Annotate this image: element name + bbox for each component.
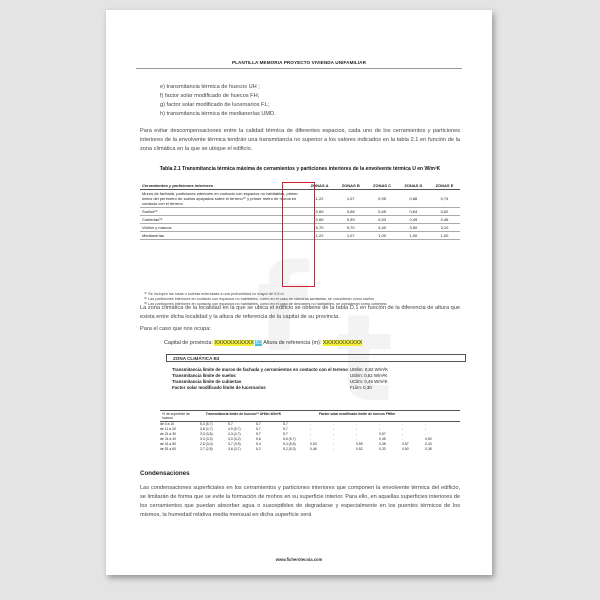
- table-cell: -: [310, 432, 312, 436]
- table-cell: 0,38: [379, 442, 386, 446]
- table-cell: Cubiertas⁽³⁾: [140, 216, 304, 224]
- table-cell: 0,53: [366, 216, 397, 224]
- table-cell: 5,7: [256, 427, 261, 431]
- table-cell: 4,40: [366, 224, 397, 232]
- table-cell: -: [310, 427, 312, 431]
- section-title: Condensaciones: [140, 470, 190, 477]
- table-cell: -: [356, 422, 358, 426]
- huecos-header-cell: Factor solar modificado límite de huecos FHlim: [318, 412, 396, 416]
- table-cell: 0,69: [304, 208, 335, 216]
- table-cell: 0,46: [429, 216, 460, 224]
- table-cell: 5,4: [256, 442, 261, 446]
- table-cell: 0,49: [398, 216, 429, 224]
- table-cell: 0,33: [379, 447, 386, 451]
- table-cell: -: [333, 432, 335, 436]
- table-cell: -: [310, 422, 312, 426]
- list-item: h) transmitancia térmica de medianerías UMD.: [160, 111, 276, 117]
- table-cell: 5,7: [283, 427, 288, 431]
- table-cell: 0,64: [398, 208, 429, 216]
- table-cell: 5,70: [304, 224, 335, 232]
- document-page: [106, 10, 492, 575]
- table-cell: -: [356, 427, 358, 431]
- table-cell: 5,4 (5,5): [283, 442, 296, 446]
- zone-item: Factor solar modificado límite de lucernarios: [172, 385, 266, 390]
- table-cell: 0,50: [402, 447, 409, 451]
- table-cell: 0,59: [335, 216, 366, 224]
- table-cell: 0,50: [425, 437, 432, 441]
- zone-value: B3: [255, 340, 262, 346]
- table-cell: 5,2: [256, 447, 261, 451]
- paragraph: La zona climática de la localidad en la que se ubica el edificio se obtiene de la tabla D.1 en función de la diferencia de altura que exista entre dicha localidad y la altura de referencia de la capital de su provincia.: [140, 305, 460, 320]
- note: ⁽³⁾ Las particiones interiores en contacto con espacios no habitables, como en el caso de desvanes no habitables, se consideran como cubiertas: [144, 302, 387, 306]
- table-cell: 0,57: [402, 442, 409, 446]
- table-cell: 1,00: [398, 232, 429, 240]
- table-cell: 0,43: [425, 442, 432, 446]
- note: ⁽¹⁾ Se incluyen las losas o soleras enterradas a una profundidad no mayor de 0,5 m: [144, 292, 284, 296]
- table-cell: 0,62: [429, 208, 460, 216]
- table-cell: 0,46: [310, 447, 317, 451]
- table-cell: 0,74: [429, 190, 460, 208]
- table-header-cell: Cerramientos y particiones interiores: [140, 182, 304, 190]
- table-cell: 3,10: [429, 224, 460, 232]
- huecos-header-cell: % de superficie de huecos: [162, 412, 190, 420]
- table-cell: 0,38: [425, 447, 432, 451]
- table-header-cell: ZONAS D: [398, 182, 429, 190]
- note: ⁽²⁾ Las particiones interiores en contacto con espacios no habitables, como en el caso de cámaras sanitarias, se consideran como suelos: [144, 297, 375, 301]
- table-cell: Vidrios y marcos: [140, 224, 304, 232]
- altitude-label: Altura de referencia (m):: [263, 340, 322, 346]
- table-header-cell: ZONAS B: [335, 182, 366, 190]
- table-cell: de 41 a 50: [160, 442, 177, 446]
- table-cell: 5,7: [228, 422, 233, 426]
- table-cell: 1,00: [429, 232, 460, 240]
- table-title: Tabla 2.1 Transmitancia térmica máxima de cerramientos y particiones interiores de la envolvente térmica U en W/m²K: [159, 166, 441, 172]
- capital-label: Capital de provincia:: [164, 340, 213, 346]
- zone-item: Transmitancia límite de muros de fachada y cerramientos en contacto con el terreno: [172, 367, 348, 372]
- table-cell: 1,22: [304, 232, 335, 240]
- table-cell: 3,7 (3,9): [228, 442, 241, 446]
- table-cell: -: [425, 432, 427, 436]
- table-cell: -: [379, 422, 381, 426]
- table-cell: -: [333, 442, 335, 446]
- zone-item: Transmitancia límite de cubiertas: [172, 379, 242, 384]
- page-footer: www.ficherotecnia.com: [275, 557, 323, 562]
- table-cell: 0,68: [335, 208, 366, 216]
- table-cell: 5,6: [256, 437, 261, 441]
- zone-value: FLlim: 0,30: [350, 385, 372, 390]
- table-cell: -: [425, 427, 427, 431]
- table-header-cell: ZONAS C: [366, 182, 397, 190]
- table-cell: -: [402, 422, 404, 426]
- table-cell: -: [402, 427, 404, 431]
- table-cell: 5,7: [283, 432, 288, 436]
- table-header-cell: ZONAS E: [429, 182, 460, 190]
- zone-value: UMlim: 0,82 W/m²K: [350, 367, 389, 372]
- table-cell: de 11 a 20: [160, 427, 176, 431]
- table-cell: 0,86: [398, 190, 429, 208]
- paragraph: Para el caso que nos ocupa:: [140, 326, 211, 332]
- table-cell: 5,6 (5,7): [283, 437, 296, 441]
- huecos-table-header: [160, 410, 460, 422]
- table-cell: -: [333, 427, 335, 431]
- table-cell: de 21 a 30: [160, 432, 177, 436]
- huecos-table: [160, 410, 460, 452]
- page-header: PLANTILLA MEMORIA PROYECTO VIVIENDA UNIFAMILIAR: [231, 60, 366, 65]
- table-cell: 2,8 (3,0): [200, 442, 213, 446]
- zone-value: USlim: 0,52 W/m²K: [350, 373, 388, 378]
- header-rule: [136, 68, 462, 69]
- table-cell: 0,57: [379, 432, 386, 436]
- table-cell: 4,3 (4,7): [228, 432, 241, 436]
- table-row: [160, 447, 460, 452]
- table-cell: 3,6 (3,7): [228, 447, 241, 451]
- table-cell: -: [402, 432, 404, 436]
- table-cell: 4,9 (5,7): [228, 427, 241, 431]
- table-cell: 5,70: [335, 224, 366, 232]
- table-cell: 1,00: [366, 232, 397, 240]
- table-cell: -: [333, 437, 335, 441]
- table-cell: 5,2 (5,3): [283, 447, 296, 451]
- table-cell: 4,0 (4,2): [228, 437, 241, 441]
- table-cell: 0,45: [379, 437, 386, 441]
- table-cell: -: [333, 422, 335, 426]
- table-cell: 3,8 (4,7): [200, 427, 213, 431]
- zone-items: [172, 367, 348, 391]
- zone-values: [350, 367, 388, 391]
- list-item: g) factor solar modificado de lucernarios FL;: [160, 102, 270, 108]
- table-cell: 1,07: [335, 190, 366, 208]
- table-cell: 3,50: [398, 224, 429, 232]
- table-cell: 5,4 (5,7): [200, 422, 213, 426]
- table-cell: 3,3 (3,8): [200, 432, 213, 436]
- list-item: f) factor solar modificado de huecos FH;: [160, 93, 260, 99]
- table-cell: -: [402, 437, 404, 441]
- table-cell: 0,52: [356, 447, 363, 451]
- table-cell: -: [356, 432, 358, 436]
- zone-item: Transmitancia límite de suelos: [172, 373, 236, 378]
- table-cell: 5,7: [256, 432, 261, 436]
- table-cell: 1,07: [335, 232, 366, 240]
- huecos-header-cell: Transmitancia límite de huecos⁽¹⁾ UHlim W/m²K: [205, 412, 282, 416]
- highlight-box: [282, 182, 315, 287]
- table-cell: 0,59: [356, 442, 363, 446]
- table-cell: de 0 a 10: [160, 422, 175, 426]
- table-cell: 5,7: [283, 422, 288, 426]
- table-cell: 2,7 (2,8): [200, 447, 213, 451]
- table-cell: 0,53: [310, 442, 317, 446]
- list-item: e) transmitancia térmica de huecos UH ;: [160, 84, 260, 90]
- table-cell: Suelos⁽²⁾: [140, 208, 304, 216]
- table-cell: de 31 a 40: [160, 437, 177, 441]
- table-cell: -: [333, 447, 335, 451]
- table-cell: -: [379, 427, 381, 431]
- table-cell: Muros de fachada, particiones interiores en contacto con espacios no habitables, primer metro del perímetro de suelos apoyados sobre el terreno⁽¹⁾ y primer metro de muros en contacto con el terreno: [140, 190, 304, 208]
- table-cell: 5,7: [256, 422, 261, 426]
- table-header-cell: ZONAS A: [304, 182, 335, 190]
- list: [160, 83, 276, 119]
- table-cell: Medianerías: [140, 232, 304, 240]
- paragraph: Las condensaciones superficiales en los cerramientos y particiones interiores que componen la envolvente térmica del edificio, se limitarán de forma que se evite la formación de mohos en su superficie interior. Para ello, en aquellas superficies interiores de los cerramientos que puedan absorber agua o susceptibles de degradarse y especialmente en los puentes térmicos de los mismos, la humedad relativa media mensual en dicha superficie será: [140, 485, 460, 518]
- capital-value: XXXXXXXXXXX: [214, 340, 254, 346]
- table-cell: 0,65: [304, 216, 335, 224]
- table-cell: -: [310, 437, 312, 441]
- huecos-table-body: [160, 422, 460, 452]
- paragraph: Para evitar descompensaciones entre la calidad térmica de diferentes espacios, cada uno de los cerramientos y particiones interiores de la envolvente térmica tendrán una transmitancia no superior a los valores indicados en la tabla 2.1 en función de la zona climática en la que se ubique el edificio.: [140, 128, 460, 152]
- table-cell: de 51 a 60: [160, 447, 177, 451]
- capital-line: [164, 340, 362, 346]
- table-cell: -: [356, 437, 358, 441]
- table-cell: 0,95: [366, 190, 397, 208]
- table-cell: 3,0 (3,3): [200, 437, 213, 441]
- table-cell: -: [425, 422, 427, 426]
- zone-value: UClim: 0,45 W/m²K: [350, 379, 388, 384]
- zone-title-box: ZONA CLIMÁTICA B3: [166, 354, 466, 362]
- table-cell: 0,65: [366, 208, 397, 216]
- altitude-value: XXXXXXXXXXX: [322, 340, 363, 346]
- table-cell: 1,22: [304, 190, 335, 208]
